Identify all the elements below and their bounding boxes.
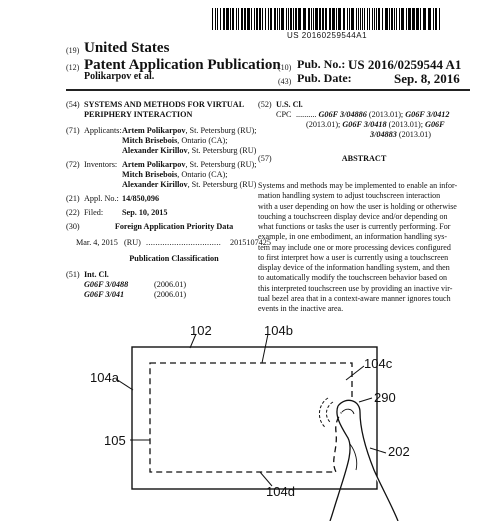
- barcode-bar: [428, 8, 431, 30]
- applicant-2: Mitch Brisebois, Ontario (CA);: [122, 136, 228, 145]
- barcode-bar: [336, 8, 337, 30]
- barcode-bar: [247, 8, 250, 30]
- barcode-bar: [230, 8, 231, 30]
- abstract-line: to first interpret how a user is currently using a touchscreen: [258, 252, 449, 262]
- filed-code: (22): [66, 208, 80, 217]
- pubdate-label: Pub. Date:: [297, 71, 352, 85]
- foreign-number: 2015107425: [230, 238, 271, 247]
- header-rule: [66, 89, 470, 91]
- filed-date: Sep. 10, 2015: [122, 208, 168, 217]
- barcode-bar: [356, 8, 357, 30]
- publication-date: Sep. 8, 2016: [394, 71, 460, 86]
- touch-ripple-2: [319, 398, 328, 428]
- barcode-bar: [420, 8, 421, 30]
- applicant-1: Artem Polikarpov, St. Petersburg (RU);: [122, 126, 257, 135]
- barcode-bar: [212, 8, 213, 30]
- barcode-bar: [349, 8, 350, 30]
- applicants-label: Applicants:: [84, 126, 122, 135]
- cpc-line-2: (2013.01); G06F 3/0418 (2013.01); G06F: [306, 120, 445, 129]
- barcode-bar: [251, 8, 252, 30]
- barcode-bar: [298, 8, 301, 30]
- title-line-1: SYSTEMS AND METHODS FOR VIRTUAL: [84, 100, 245, 109]
- barcode-bar: [290, 8, 292, 30]
- barcode-bar: [241, 8, 243, 30]
- barcode-bar: [332, 8, 335, 30]
- appl-number: 14/850,096: [122, 194, 160, 203]
- intcl-label: Int. Cl.: [84, 270, 109, 279]
- barcode-bar: [401, 8, 404, 30]
- barcode-bar: [435, 8, 437, 30]
- inventor-2: Mitch Brisebois, Ontario (CA);: [122, 170, 228, 179]
- barcode-bar: [265, 8, 266, 30]
- abstract-line: to automatically modify the touchscreen behavior based on: [258, 273, 448, 283]
- barcode-bar: [364, 8, 365, 30]
- inventor-1: Artem Polikarpov, St. Petersburg (RU);: [122, 160, 257, 169]
- ref-105: 105: [104, 433, 126, 448]
- barcode-bar: [416, 8, 419, 30]
- barcode-bar: [372, 8, 373, 30]
- barcode-bar: [311, 8, 312, 30]
- touch-ripple-1: [326, 402, 333, 422]
- barcode-bar: [399, 8, 400, 30]
- abstract-body: [258, 181, 472, 314]
- abstract-line: tem may include one or more processing devices configured: [258, 242, 451, 252]
- barcode-bar: [325, 8, 327, 30]
- barcode-bar: [236, 8, 237, 30]
- barcode-bar: [367, 8, 368, 30]
- appl-code: (21): [66, 194, 80, 203]
- intcl-2-code: G06F 3/041: [84, 290, 125, 299]
- barcode-bar: [396, 8, 397, 30]
- barcode-bar: [315, 8, 318, 30]
- barcode-bar: [423, 8, 426, 30]
- barcode-bar: [293, 8, 294, 30]
- barcode-bar: [408, 8, 411, 30]
- barcode-bar: [378, 8, 380, 30]
- barcode-bar: [391, 8, 393, 30]
- barcode-bar: [244, 8, 246, 30]
- cpc-label: CPC: [276, 110, 292, 119]
- barcode-bar: [412, 8, 415, 30]
- ref-104c: 104c: [364, 356, 393, 371]
- abstract-line: this interpreted touchscreen use by providing an inactive vir-: [258, 283, 453, 293]
- barcode-bar: [232, 8, 234, 30]
- barcode-bar: [374, 8, 375, 30]
- inventor-3: Alexander Kirillov, St. Petersburg (RU): [122, 180, 257, 189]
- barcode-bar: [279, 8, 280, 30]
- barcode-bar: [217, 8, 218, 30]
- filed-label: Filed:: [84, 208, 104, 217]
- barcode-bar: [394, 8, 395, 30]
- foreign-date: Mar. 4, 2015: [76, 238, 118, 247]
- barcode-bar: [259, 8, 261, 30]
- abstract-code: (57): [258, 154, 272, 163]
- ref-104d: 104d: [266, 484, 295, 499]
- barcode-bar: [343, 8, 345, 30]
- applicants-code: (71): [66, 126, 80, 135]
- hand-crease: [350, 444, 357, 470]
- device-outline: [132, 347, 377, 489]
- barcode-bar: [270, 8, 272, 30]
- publication-number: US 2016/0259544 A1: [348, 57, 462, 72]
- barcode-bar: [286, 8, 287, 30]
- foreign-dots: ................................: [146, 238, 222, 247]
- barcode-bar: [268, 8, 269, 30]
- pubno-code: (10): [278, 63, 292, 72]
- barcode-number: US 20160259544A1: [286, 31, 368, 40]
- barcode-bar: [308, 8, 310, 30]
- uscl-code: (52): [258, 100, 272, 109]
- title-code: (54): [66, 100, 80, 109]
- barcode-bar: [376, 8, 377, 30]
- barcode-bar: [382, 8, 383, 30]
- appl-label: Appl. No.:: [84, 194, 119, 203]
- abstract-line: Systems and methods may be implemented to enable an infor-: [258, 181, 458, 190]
- barcode-bar: [281, 8, 284, 30]
- barcode-bar: [369, 8, 370, 30]
- barcode-bar: [220, 8, 221, 30]
- barcode-bar: [295, 8, 297, 30]
- barcode-bar: [226, 8, 229, 30]
- pubdate-code: (43): [278, 77, 292, 86]
- abstract-line: events in the inactive area.: [258, 304, 344, 313]
- ref-290: 290: [374, 390, 396, 405]
- barcode-bar: [277, 8, 278, 30]
- pubtype-code: (12): [66, 63, 80, 72]
- barcode: [212, 8, 442, 30]
- cpc-line-3: 3/04883 (2013.01): [370, 130, 431, 139]
- leader-202: [370, 448, 386, 453]
- abstract-line: what functions or tasks the user is currently performing. For: [258, 222, 451, 231]
- barcode-bar: [303, 8, 306, 30]
- cpc-line-1: .......... G06F 3/04886 (2013.01); G06F 3/0412: [296, 110, 450, 119]
- ref-104a: 104a: [90, 370, 119, 385]
- barcode-bar: [256, 8, 258, 30]
- abstract-line: touching a touchscreen display device and/or depending on: [258, 211, 448, 221]
- barcode-bar: [358, 8, 359, 30]
- leader-290: [359, 398, 372, 402]
- barcode-bar: [313, 8, 314, 30]
- abstract-line: with a user depending on how the user is holding or otherwise: [258, 201, 457, 211]
- barcode-bar: [338, 8, 341, 30]
- pubclass-heading: Publication Classification: [129, 254, 219, 263]
- barcode-bar: [288, 8, 289, 30]
- foreign-code: (30): [66, 222, 80, 231]
- barcode-bar: [319, 8, 321, 30]
- barcode-bar: [439, 8, 440, 30]
- barcode-bar: [433, 8, 434, 30]
- barcode-bar: [254, 8, 255, 30]
- barcode-bar: [215, 8, 216, 30]
- abstract-line: mation handling system to adjust touchscreen interaction: [258, 191, 441, 201]
- leader-104b: [262, 334, 268, 363]
- intcl-1-year: (2006.01): [154, 280, 187, 289]
- barcode-bar: [362, 8, 363, 30]
- publication-type: Patent Application Publication: [84, 57, 281, 73]
- thumb-outline: [338, 400, 398, 521]
- barcode-bar: [385, 8, 388, 30]
- country: United States: [84, 40, 170, 56]
- pubno-label: Pub. No.:: [297, 57, 346, 71]
- barcode-bar: [238, 8, 239, 30]
- leader-104c: [346, 366, 364, 380]
- title-line-2: PERIPHERY INTERACTION: [84, 110, 193, 119]
- foreign-heading: Foreign Application Priority Data: [114, 222, 234, 231]
- abstract-line: display device of the information handling system, and then: [258, 263, 450, 272]
- inventors-code: (72): [66, 160, 80, 169]
- barcode-bar: [389, 8, 390, 30]
- intcl-1-code: G06F 3/0488: [84, 280, 129, 289]
- abstract-line: tual bezel area that in a context-aware manner ignores touch: [258, 293, 451, 303]
- barcode-bar: [347, 8, 348, 30]
- foreign-country: (RU): [124, 238, 141, 247]
- barcode-bar: [406, 8, 407, 30]
- intcl-code: (51): [66, 270, 80, 279]
- barcode-bar: [360, 8, 361, 30]
- virtual-bezel-boundary: [150, 363, 352, 472]
- barcode-bar: [329, 8, 331, 30]
- intcl-2-year: (2006.01): [154, 290, 187, 299]
- barcode-bar: [351, 8, 354, 30]
- ref-102: 102: [190, 323, 212, 338]
- abstract-heading: ABSTRACT: [341, 154, 387, 163]
- applicant-3: Alexander Kirillov, St. Petersburg (RU): [122, 146, 257, 155]
- ref-202: 202: [388, 444, 410, 459]
- figure-drawing: [0, 320, 500, 521]
- barcode-bar: [322, 8, 324, 30]
- uscl-label: U.S. Cl.: [276, 100, 303, 109]
- ref-104b: 104b: [264, 323, 293, 338]
- inventor-short: Polikarpov et al.: [84, 71, 155, 82]
- abstract-line: example, in one embodiment, an information handling sys-: [258, 232, 448, 242]
- inventors-label: Inventors:: [84, 160, 118, 169]
- barcode-bar: [262, 8, 263, 30]
- barcode-bar: [223, 8, 225, 30]
- barcode-bar: [274, 8, 276, 30]
- country-code: (19): [66, 46, 80, 55]
